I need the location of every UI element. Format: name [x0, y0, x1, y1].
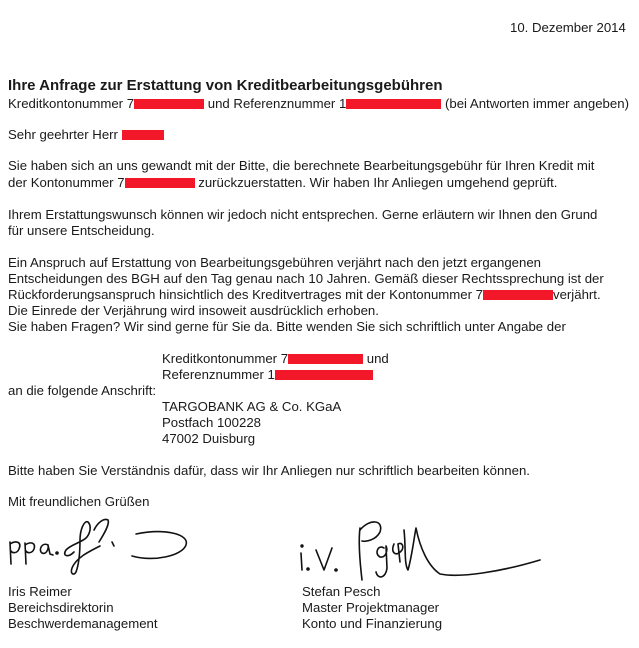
- indented-account-label: Kreditkontonummer 7: [162, 351, 289, 366]
- salutation-text: Sehr geehrter Herr: [8, 127, 118, 142]
- reference-note: (bei Antworten immer angeben): [444, 96, 629, 111]
- redaction-reference-number: [275, 370, 373, 380]
- paragraph-3-line-5: Sie haben Fragen? Wir sind gerne für Sie da. Bitte wenden Sie sich schriftlich unter Angabe der: [8, 319, 566, 334]
- reference-label: und Referenznummer 1: [207, 96, 347, 111]
- greeting: Mit freundlichen Grüßen: [8, 494, 150, 509]
- paragraph-3-line-2: Entscheidungen des BGH auf den Tag genau nach 10 Jahren. Gemäß dieser Rechtssprechung ist der: [8, 271, 604, 286]
- redaction-reference-number: [346, 99, 441, 109]
- paragraph-1-line-2: [8, 175, 557, 191]
- paragraph-1-line-2-prefix: der Kontonummer 7: [8, 175, 125, 190]
- redaction-name: [122, 130, 164, 140]
- signatory-1-title: Bereichsdirektorin: [8, 600, 114, 615]
- paragraph-2-line-2: für unsere Entscheidung.: [8, 223, 155, 238]
- account-label: Kreditkontonummer 7: [8, 96, 135, 111]
- signature-iris-reimer: [4, 512, 204, 587]
- letter-date: 10. Dezember 2014: [510, 20, 626, 35]
- paragraph-3-line-1: Ein Anspruch auf Erstattung von Bearbeitungsgebühren verjährt nach den jetzt ergangenen: [8, 255, 541, 270]
- address-company: TARGOBANK AG & Co. KGaA: [162, 399, 342, 414]
- paragraph-3-line-3-prefix: Rückforderungsanspruch hinsichtlich des Kreditvertrages mit der Kontonummer 7: [8, 287, 483, 302]
- signatory-2-department: Konto und Finanzierung: [302, 616, 443, 631]
- signatory-1-name: Iris Reimer: [8, 584, 72, 599]
- indented-and: und: [366, 351, 389, 366]
- signatory-2-title: Master Projektmanager: [302, 600, 440, 615]
- salutation: [8, 127, 164, 143]
- paragraph-3-line-3-suffix: verjährt.: [552, 287, 601, 302]
- address-city: 47002 Duisburg: [162, 431, 256, 446]
- redaction-account-number: [125, 178, 195, 188]
- signatory-2-name: Stefan Pesch: [302, 584, 381, 599]
- signatory-1-department: Beschwerdemanagement: [8, 616, 158, 631]
- paragraph-1-line-1: Sie haben sich an uns gewandt mit der Bitte, die berechnete Bearbeitungsgebühr für Ihren Kredit mit: [8, 158, 595, 173]
- signature-stefan-pesch: [290, 508, 560, 588]
- reference-line: [8, 96, 629, 112]
- address-intro: an die folgende Anschrift:: [8, 383, 157, 398]
- paragraph-3-line-4: Die Einrede der Verjährung wird insoweit ausdrücklich erhoben.: [8, 303, 379, 318]
- letter-subject: Ihre Anfrage zur Erstattung von Kreditbearbeitungsgebühren: [8, 77, 443, 94]
- paragraph-3-line-3: [8, 287, 601, 303]
- closing-note: Bitte haben Sie Verständnis dafür, dass wir Ihr Anliegen nur schriftlich bearbeiten können.: [8, 463, 530, 478]
- paragraph-2-line-1: Ihrem Erstattungswunsch können wir jedoch nicht entsprechen. Gerne erläutern wir Ihnen den Grund: [8, 207, 598, 222]
- redaction-account-number: [134, 99, 204, 109]
- indented-reference-line: [162, 367, 373, 383]
- redaction-account-number: [483, 290, 553, 300]
- indented-account-line: [162, 351, 389, 367]
- redaction-account-number: [288, 354, 363, 364]
- paragraph-1-line-2-suffix: zurückzuerstatten. Wir haben Ihr Anliegen umgehend geprüft.: [198, 175, 558, 190]
- indented-reference-label: Referenznummer 1: [162, 367, 275, 382]
- address-po-box: Postfach 100228: [162, 415, 261, 430]
